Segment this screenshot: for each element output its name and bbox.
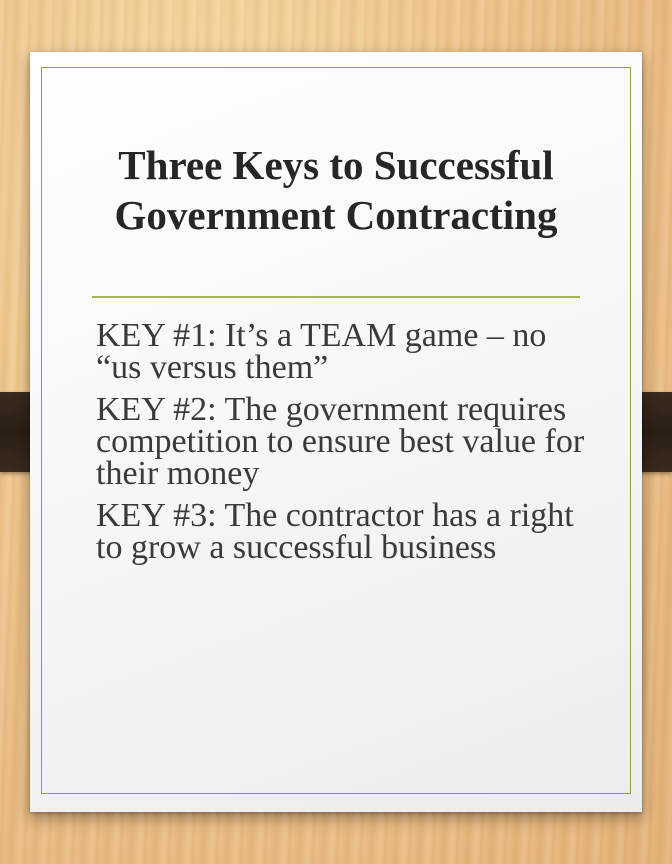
keys-list	[96, 317, 596, 574]
slide-title	[30, 140, 642, 240]
slide-title-line-1: Three Keys to Successful	[118, 142, 554, 188]
slide-card	[30, 52, 642, 812]
key-item-2: KEY #2: The government requires competition to ensure best value for their money	[96, 391, 585, 492]
title-divider	[92, 296, 580, 298]
key-item-3: KEY #3: The contractor has a right to grow a successful business	[96, 497, 574, 566]
key-item-1: KEY #1: It’s a TEAM game – no “us versus them”	[96, 317, 547, 386]
slide-title-line-2: Government Contracting	[114, 192, 558, 238]
